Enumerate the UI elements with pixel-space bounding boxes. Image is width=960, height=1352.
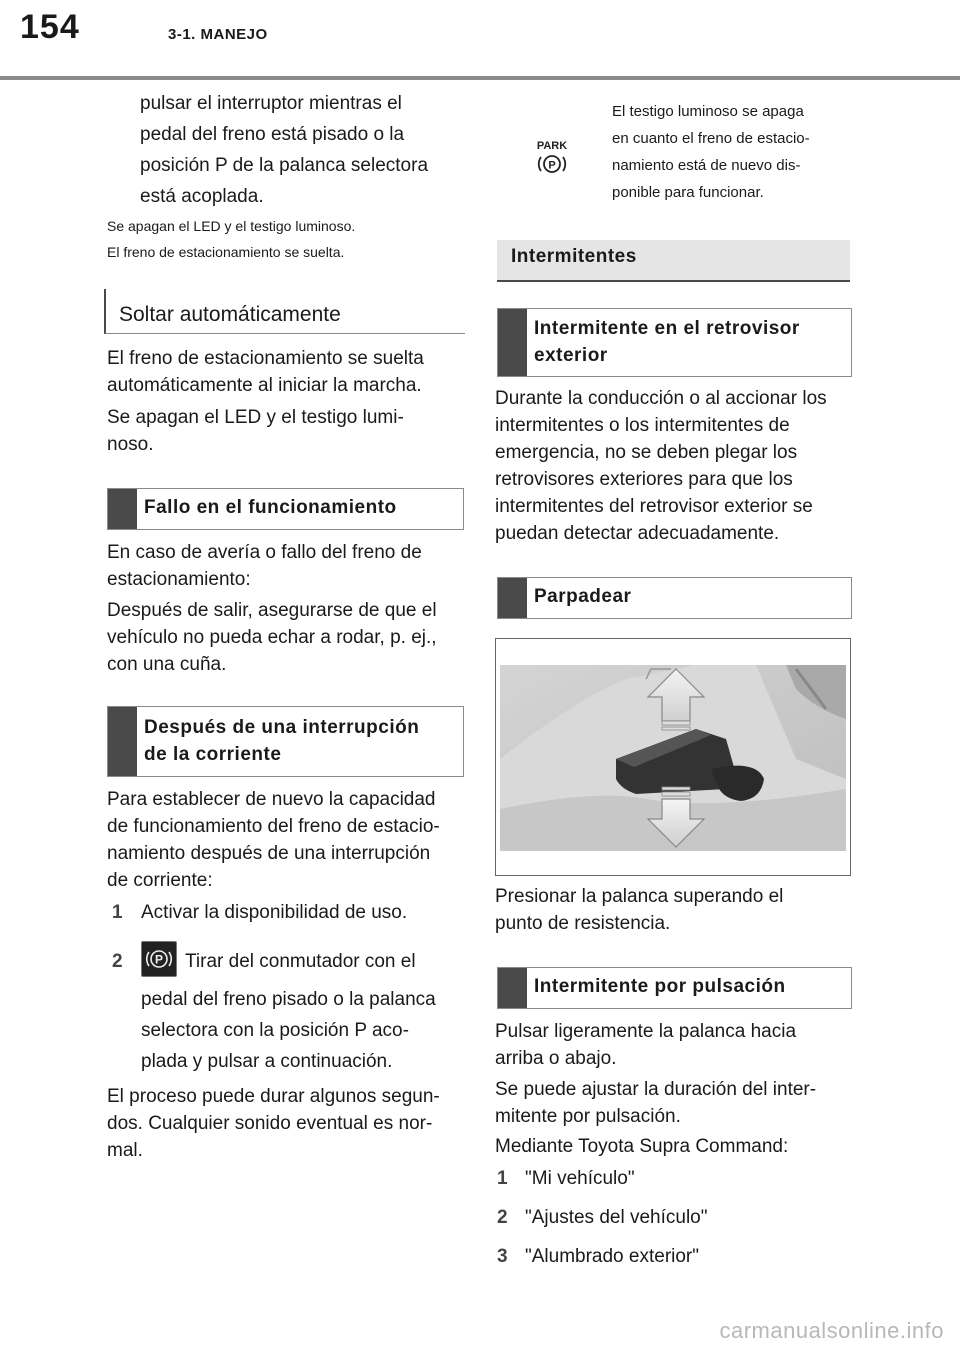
svg-text:P: P	[548, 159, 556, 172]
page-number: 154	[20, 8, 80, 46]
step-2-number: 2	[112, 951, 123, 972]
fallo-paragraph-2: Después de salir, asegurarse de que el vehículo no pueda echar a rodar, p. ej., con una cuña.	[107, 600, 437, 675]
menu-step-2: 2 "Ajustes del vehículo"	[497, 1207, 708, 1228]
step-2-continuation: pedal del freno pisado o la palanca selectora con la posición P aco- plada y pulsar a continuación.	[141, 989, 436, 1072]
fallo-paragraph-1: En caso de avería o fallo del freno de estacionamiento:	[107, 542, 422, 590]
pulsacion-paragraph-2: Se puede ajustar la duración del inter- mitente por pulsación.	[495, 1079, 817, 1127]
step-1-text: Activar la disponibilidad de uso.	[141, 902, 408, 923]
retrovisor-paragraph: Durante la conducción o al accionar los intermitentes o los intermitentes de emergencia, no se deben plegar los retrovisores exteriores para que los intermitentes del retrovisor exterior se puedan detectar adecuadamente.	[495, 388, 827, 544]
parpadear-caption: Presionar la palanca superando el punto de resistencia.	[495, 886, 784, 934]
intermitentes-heading: Intermitentes	[497, 240, 850, 282]
section-title: 3-1. MANEJO	[168, 26, 268, 43]
svg-text:PARK: PARK	[536, 140, 568, 152]
soltar-paragraph-2: Se apagan el LED y el testigo lumi- noso.	[107, 407, 404, 455]
fallo-heading: Fallo en el funcionamiento	[107, 488, 464, 530]
pulsacion-paragraph-1: Pulsar ligeramente la palanca hacia arriba o abajo.	[495, 1021, 797, 1069]
park-note: El testigo luminoso se apaga en cuanto el freno de estacio- namiento está de nuevo dis- ponible para funcionar.	[612, 103, 810, 201]
led-notes: Se apagan el LED y el testigo luminoso. El freno de estacionamiento se suelta.	[107, 218, 356, 260]
parpadear-heading: Parpadear	[497, 577, 852, 619]
despues-paragraph-1: Para establecer de nuevo la capacidad de funcionamiento del freno de estacio- namiento después de una interrupción de corriente:	[107, 789, 440, 891]
despues-paragraph-2: El proceso puede durar algunos segun- dos. Cualquier sonido eventual es nor- mal.	[107, 1086, 440, 1161]
turn-signal-lever-illustration	[495, 638, 851, 876]
retrovisor-heading: Intermitente en el retrovisor exterior	[497, 308, 852, 377]
park-icon	[534, 138, 570, 178]
step-1: 1	[112, 902, 123, 923]
watermark: carmanualsonline.info	[719, 1318, 944, 1343]
parking-brake-switch-icon	[141, 941, 177, 977]
soltar-heading: Soltar automáticamente	[104, 289, 465, 334]
svg-text:P: P	[154, 952, 164, 967]
menu-step-1: 1 "Mi vehículo"	[497, 1168, 635, 1189]
menu-step-3: 3 "Alumbrado exterior"	[497, 1246, 700, 1267]
despues-heading: Después de una interrupción de la corriente	[107, 706, 464, 777]
soltar-paragraph-1: El freno de estacionamiento se suelta automáticamente al iniciar la marcha.	[107, 348, 424, 396]
step-2-text: Tirar del conmutador con el	[185, 951, 416, 972]
header-divider	[0, 76, 960, 80]
pulsacion-paragraph-3: Mediante Toyota Supra Command:	[495, 1136, 789, 1157]
intro-paragraph: pulsar el interruptor mientras el pedal del freno está pisado o la posición P de la palanca selectora está acoplada.	[140, 93, 429, 207]
pulsacion-heading: Intermitente por pulsación	[497, 967, 852, 1009]
